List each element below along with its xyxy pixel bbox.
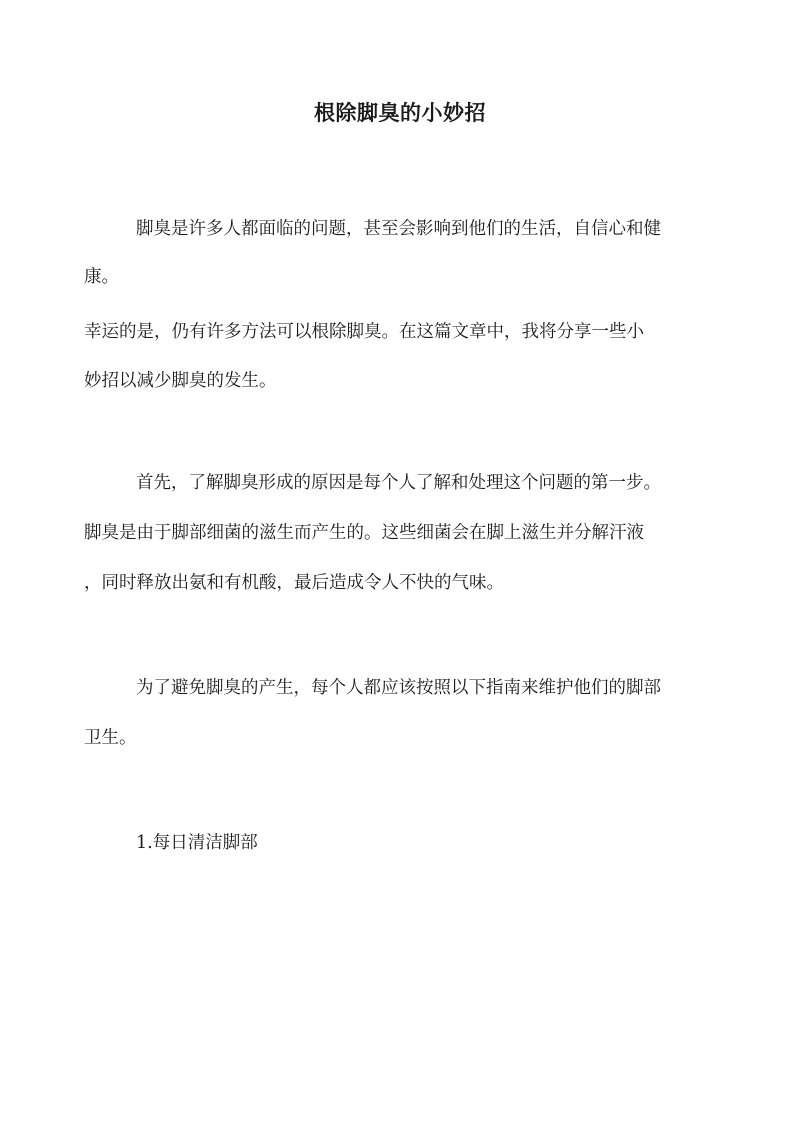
paragraph-1-line-2: 康。 xyxy=(84,267,119,287)
paragraph-1-line-1: 脚臭是许多人都面临的问题，甚至会影响到他们的生活，自信心和健 xyxy=(136,219,661,239)
list-item-1: 1.每日清洁脚部 xyxy=(136,833,258,853)
paragraph-3-line-1: 为了避免脚臭的产生，每个人都应该按照以下指南来维护他们的脚部 xyxy=(136,678,661,698)
paragraph-3-line-2: 卫生。 xyxy=(84,728,137,748)
paragraph-2-line-2: 脚臭是由于脚部细菌的滋生而产生的。这些细菌会在脚上滋生并分解汗液 xyxy=(84,523,644,543)
paragraph-1-line-4: 妙招以减少脚臭的发生。 xyxy=(84,371,277,391)
document-title: 根除脚臭的小妙招 xyxy=(314,100,486,125)
paragraph-1-line-3: 幸运的是，仍有许多方法可以根除脚臭。在这篇文章中，我将分享一些小 xyxy=(84,322,644,342)
paragraph-2-line-3: ，同时释放出氨和有机酸，最后造成令人不快的气味。 xyxy=(84,573,504,593)
paragraph-2-line-1: 首先，了解脚臭形成的原因是每个人了解和处理这个问题的第一步。 xyxy=(136,473,661,493)
